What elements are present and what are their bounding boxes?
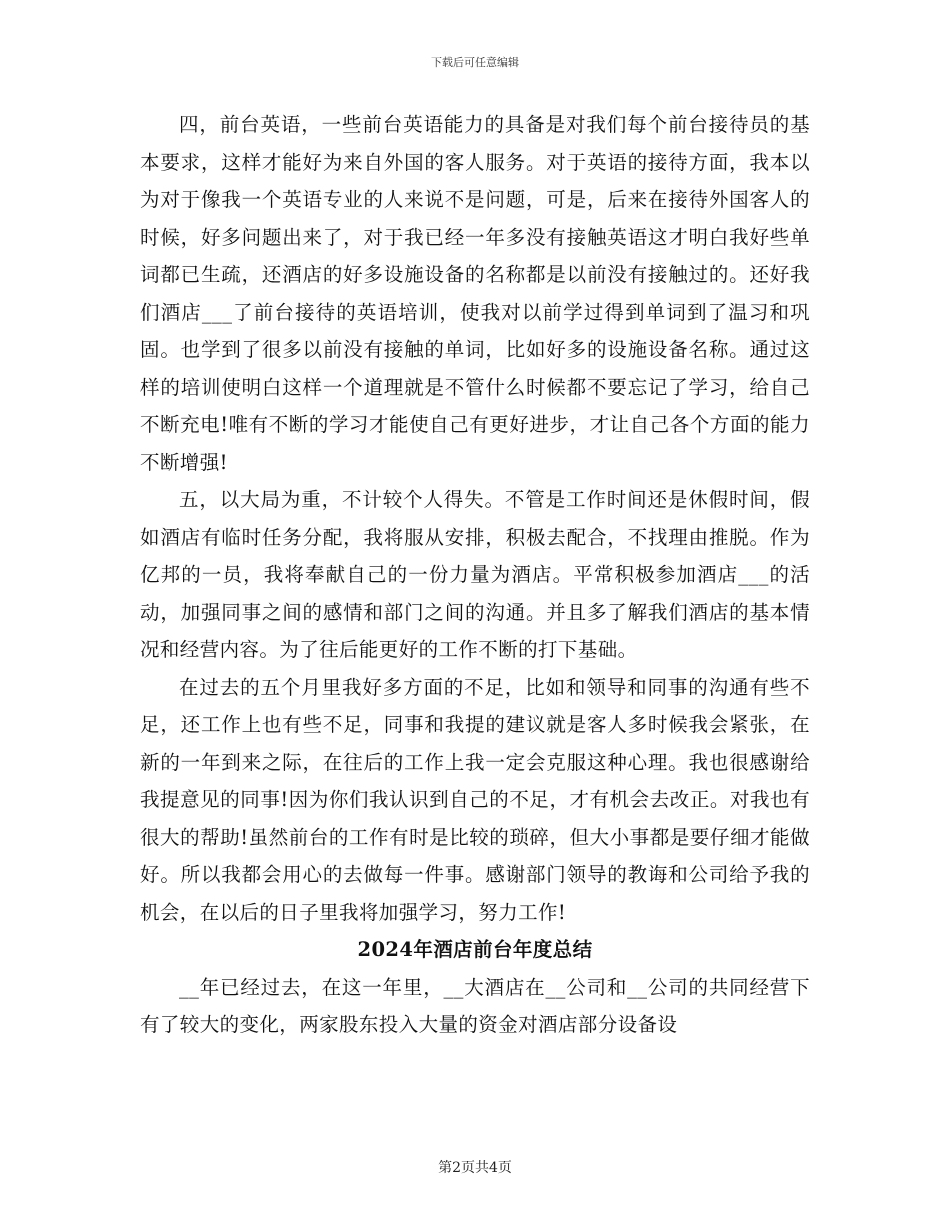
section-title: 2024年酒店前台年度总结	[357, 938, 593, 961]
paragraph-overall-situation: 五，以大局为重，不计较个人得失。不管是工作时间还是休假时间，假如酒店有临时任务分配，我将服从安排，积极去配合，不找理由推脱。作为亿邦的一员，我将奉献自己的一份力量为酒店。平常积极参加酒店___的活动，加强同事之间的感情和部门之间的沟通。并且多了解我们酒店的基本情况和经营内容。为了往后能更好的工作不断的打下基础。	[140, 488, 810, 661]
page-footer: 第2页共4页	[438, 1160, 512, 1176]
document-body	[140, 106, 810, 1044]
paragraph-shortcomings: 在过去的五个月里我好多方面的不足，比如和领导和同事的沟通有些不足，还工作上也有些不足，同事和我提的建议就是客人多时候我会紧张，在新的一年到来之际，在往后的工作上我一定会克服这种心理。我也很感谢给我提意见的同事!因为你们我认识到自己的不足，才有机会去改正。对我也有很大的帮助!虽然前台的工作有时是比较的琐碎，但大小事都是要仔细才能做好。所以我都会用心的去做每一件事。感谢部门领导的教诲和公司给予我的机会，在以后的日子里我将加强学习，努力工作!	[140, 675, 810, 924]
header-note: 下载后可任意编辑	[431, 56, 519, 69]
paragraph-front-desk-english: 四，前台英语，一些前台英语能力的具备是对我们每个前台接待员的基本要求，这样才能好为来自外国的客人服务。对于英语的接待方面，我本以为对于像我一个英语专业的人来说不是问题，可是，后来在接待外国客人的时候，好多问题出来了，对于我已经一年多没有接触英语这才明白我好些单词都已生疏，还酒店的好多设施设备的名称都是以前没有接触过的。还好我们酒店___了前台接待的英语培训，使我对以前学过得到单词到了温习和巩固。也学到了很多以前没有接触的单词，比如好多的设施设备名称。通过这样的培训使明白这样一个道理就是不管什么时候都不要忘记了学习，给自己不断充电!唯有不断的学习才能使自己有更好进步，才让自己各个方面的能力不断增强!	[140, 113, 810, 474]
paragraph-annual-summary: __年已经过去，在这一年里，__大酒店在__公司和__公司的共同经营下有了较大的变化，两家股东投入大量的资金对酒店部分设备设	[140, 975, 810, 1036]
